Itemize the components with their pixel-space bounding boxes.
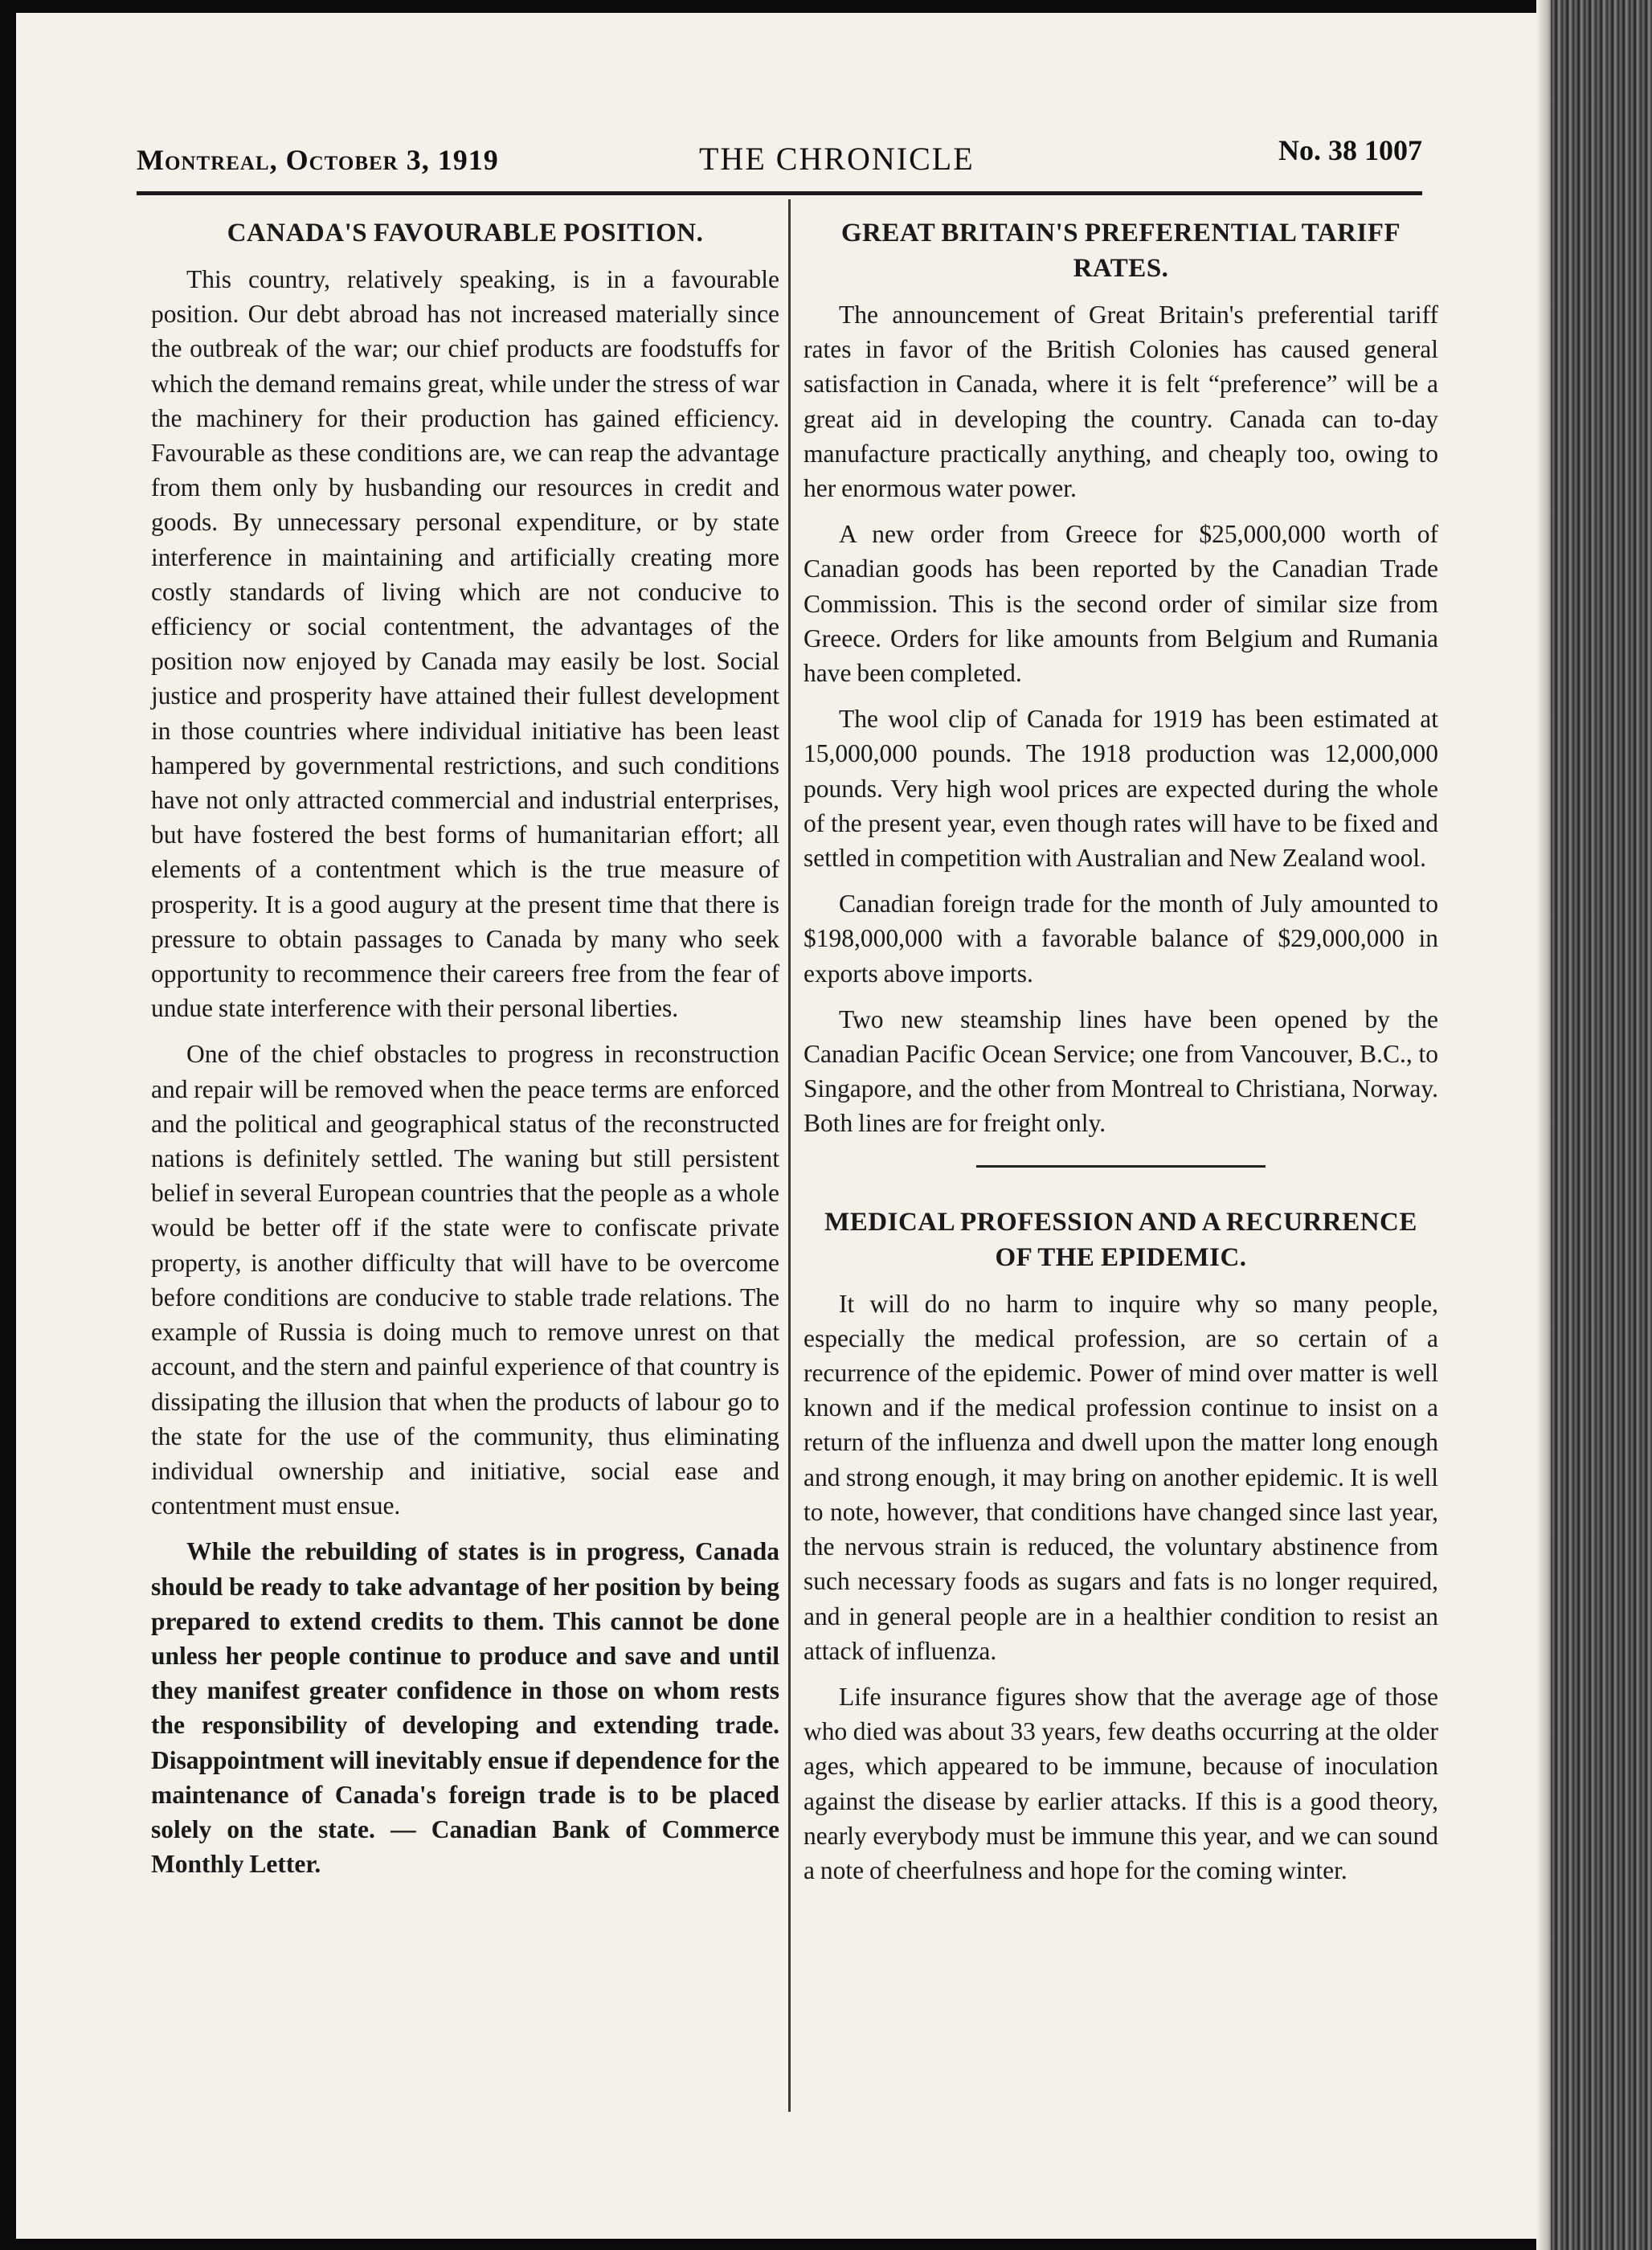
article-title-tariff: GREAT BRITAIN'S PREFERENTIAL TARIFF RATES. xyxy=(840,219,1401,283)
header-rule xyxy=(137,191,1422,195)
header-date: Montreal, October 3, 1919 xyxy=(137,144,499,176)
header-issue-number: No. 38 1007 xyxy=(1278,134,1422,166)
article-title-epidemic: MEDICAL PROFESSION AND A RECURRENCE OF THE EPIDEMIC. xyxy=(824,1207,1417,1272)
right-column xyxy=(804,206,1438,1899)
left-column xyxy=(151,206,779,1892)
section-divider xyxy=(976,1165,1266,1168)
column-divider xyxy=(788,199,791,2112)
article-paragraph: The wool clip of Canada for 1919 has been estimated at 15,000,000 pounds. The 1918 production was 12,000,000 pounds. Very high wool prices are expected during the whole of the present year, even though rates will have to be fixed and settled in competition with Australian and New Zealand wool. xyxy=(804,705,1438,873)
newspaper-page xyxy=(16,13,1551,2239)
article-paragraph: While the rebuilding of states is in progress, Canada should be ready to take advantage of her position by being prepared to extend credits to them. This cannot be done unless her people continue to produce and save and until they manifest greater confidence in those on whom rests the responsibility of developing and extending trade. Disappointment will inevitably ensue if dependence for the maintenance of Canada's foreign trade is to be placed solely on the state. — Canadian Bank of Commerce Monthly Letter. xyxy=(151,1537,779,1879)
header-publication: THE CHRONICLE xyxy=(699,141,975,177)
article-paragraph: The announcement of Great Britain's preferential tariff rates in favor of the British Colonies has caused general satisfaction in Canada, where it is felt “preference” will be a great aid in developing the country. Canada can to-day manufacture practically anything, and cheaply too, owing to her enormous water power. xyxy=(804,301,1438,503)
article-title-canada: CANADA'S FAVOURABLE POSITION. xyxy=(227,219,704,248)
article-paragraph: It will do no harm to inquire why so many people, especially the medical profession, are so certain of a recurrence of the epidemic. Power of mind over matter is well known and if the medical profession continue to insist on a return of the influenza and dwell upon the matter long enough and strong enough, it may bring on another epidemic. It is well to note, however, that conditions have changed since last year, the nervous strain is reduced, the voluntary abstinence from such necessary foods as sugars and fats is no longer required, and in general people are in a healthier condition to resist an attack of influenza. xyxy=(804,1289,1438,1665)
article-paragraph: One of the chief obstacles to progress in reconstruction and repair will be removed when the peace terms are enforced and the political and geographical status of the reconstructed nations is definitely settled. The waning but still persistent belief in several European countries that the people as a whole would be better off if the state were to confiscate private property, is another difficulty that will have to be overcome before conditions are conducive to stable trade relations. The example of Russia is doing much to remove unrest on that account, and the stern and painful experience of that country is dissipating the illusion that when the products of labour go to the state for the use of the community, thus eliminating individual ownership and initiative, social ease and contentment must ensue. xyxy=(151,1040,779,1520)
page-header xyxy=(137,133,1422,182)
article-paragraph: A new order from Greece for $25,000,000 worth of Canadian goods has been reported by the Canadian Trade Commission. This is the second order of similar size from Greece. Orders for like amounts from Belgium and Rumania have been completed. xyxy=(804,520,1438,688)
article-paragraph: Life insurance figures show that the average age of those who died was about 33 years, few deaths occurring at the older ages, which appeared to be immune, because of inoculation against the disease by earlier attacks. If this is a good theory, nearly everybody must be immune this year, and we can sound a note of cheerfulness and hope for the coming winter. xyxy=(804,1682,1438,1884)
article-paragraph: Two new steamship lines have been opened by the Canadian Pacific Ocean Service; one from Vancouver, B.C., to Singapore, and the other from Montreal to Christiana, Norway. Both lines are for freight only. xyxy=(804,1004,1438,1138)
book-binding xyxy=(1551,0,1652,2250)
article-paragraph: This country, relatively speaking, is in a favourable position. Our debt abroad has not increased materially since the outbreak of the war; our chief products are foodstuffs for which the demand remains great, while under the stress of war the machinery for their production has gained efficiency. Favourable as these conditions are, we can reap the advantage from them only by husbanding our resources in credit and goods. By unnecessary personal expenditure, or by state interference in maintaining and artificially creating more costly standards of living which are not conducive to efficiency or social contentment, the advantages of the position now enjoyed by Canada may easily be lost. Social justice and prosperity have attained their fullest development in those countries where individual initiative has been least hampered by governmental restrictions, and such conditions have not only attracted commercial and industrial enterprises, but have fostered the best forms of humanitarian effort; all elements of a contentment which is the true measure of prosperity. It is a good augury at the present time that there is pressure to obtain passages to Canada by many who seek opportunity to recommence their careers free from the fear of undue state interference with their personal liberties. xyxy=(151,265,779,1023)
article-paragraph: Canadian foreign trade for the month of July amounted to $198,000,000 with a favorable balance of $29,000,000 in exports above imports. xyxy=(804,890,1438,988)
